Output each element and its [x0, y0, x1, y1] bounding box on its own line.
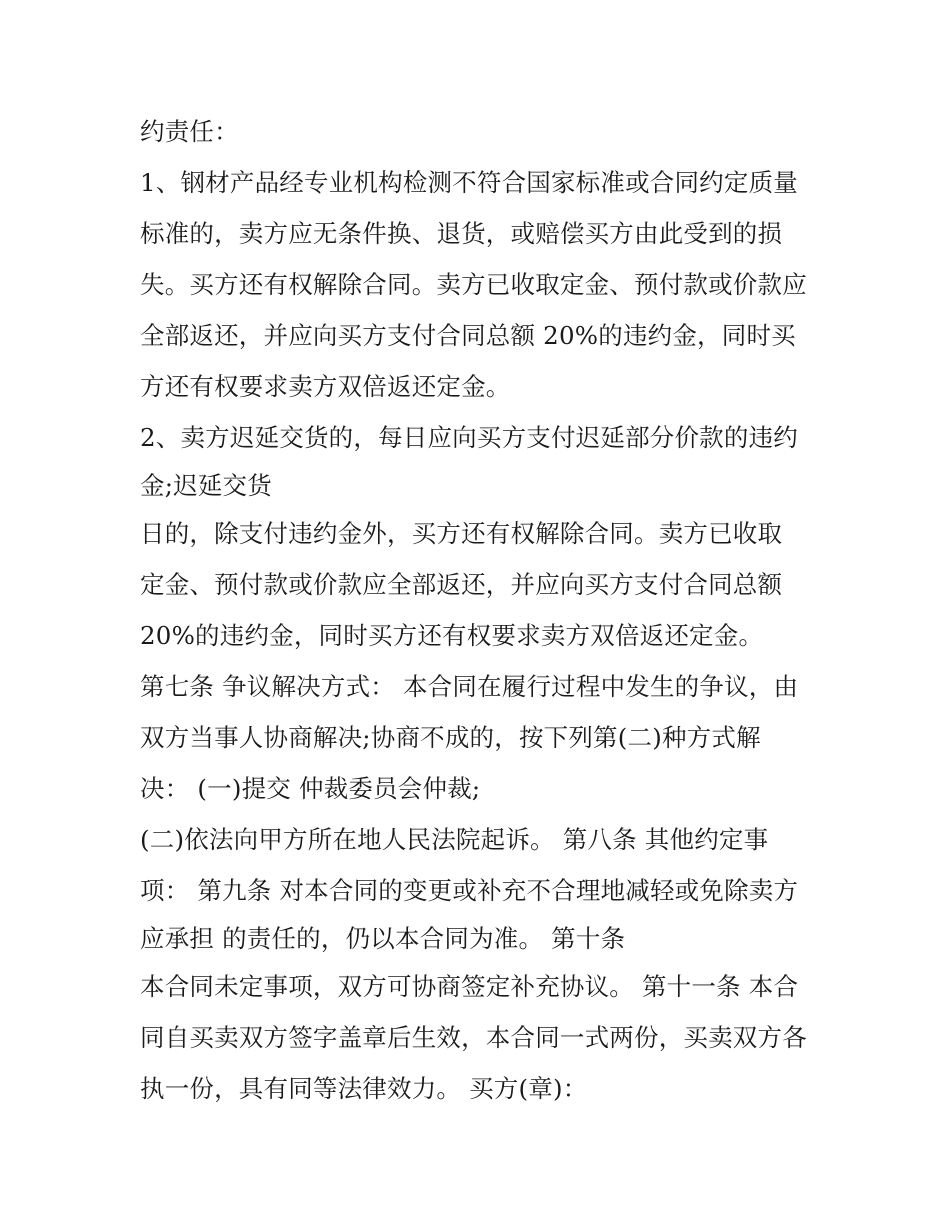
text-line: 方还有权要求卖方双倍返还定金。 [140, 372, 511, 401]
text-line: 双方当事人协商解决;协商不成的，按下列第(二)种方式解 [140, 723, 761, 752]
text-line: 约责任： [140, 117, 239, 146]
text-line: 失。买方还有权解除合同。卖方已收取定金、预付款或价款应 [140, 270, 807, 299]
text-line: 金;迟延交货 [140, 471, 272, 500]
text-line: 2、卖方迟延交货的，每日应向买方支付迟延部分价款的违约 [140, 423, 798, 452]
text-line: 标准的，卖方应无条件换、退货，或赔偿买方由此受到的损 [140, 219, 783, 248]
text-line: 第七条 争议解决方式： 本合同在履行过程中发生的争议，由 [140, 672, 799, 701]
text-line: 日的，除支付违约金外，买方还有权解除合同。卖方已收取 [140, 519, 783, 548]
text-line: (二)依法向甲方所在地人民法院起诉。 第八条 其他约定事 [140, 825, 769, 854]
text-line: 应承担 的责任的，仍以本合同为准。 第十条 [140, 924, 626, 953]
text-line: 同自买卖双方签字盖章后生效，本合同一式两份，买卖双方各 [140, 1023, 807, 1052]
text-line: 决： (一)提交 仲裁委员会仲裁; [140, 774, 481, 803]
text-line: 本合同未定事项，双方可协商签定补充协议。 第十一条 本合 [140, 972, 799, 1001]
text-line: 1、钢材产品经专业机构检测不符合国家标准或合同约定质量 [140, 168, 798, 197]
text-line: 全部返还，并应向买方支付合同总额 20%的违约金，同时买 [140, 321, 796, 350]
text-line: 定金、预付款或价款应全部返还，并应向买方支付合同总额 [140, 570, 783, 599]
document-body [140, 106, 820, 1114]
text-line: 20%的违约金，同时买方还有权要求卖方双倍返还定金。 [140, 621, 764, 650]
text-line: 项： 第九条 对本合同的变更或补充不合理地减轻或免除卖方 [140, 876, 799, 905]
text-line: 执一份，具有同等法律效力。 买方(章)： [140, 1074, 588, 1103]
